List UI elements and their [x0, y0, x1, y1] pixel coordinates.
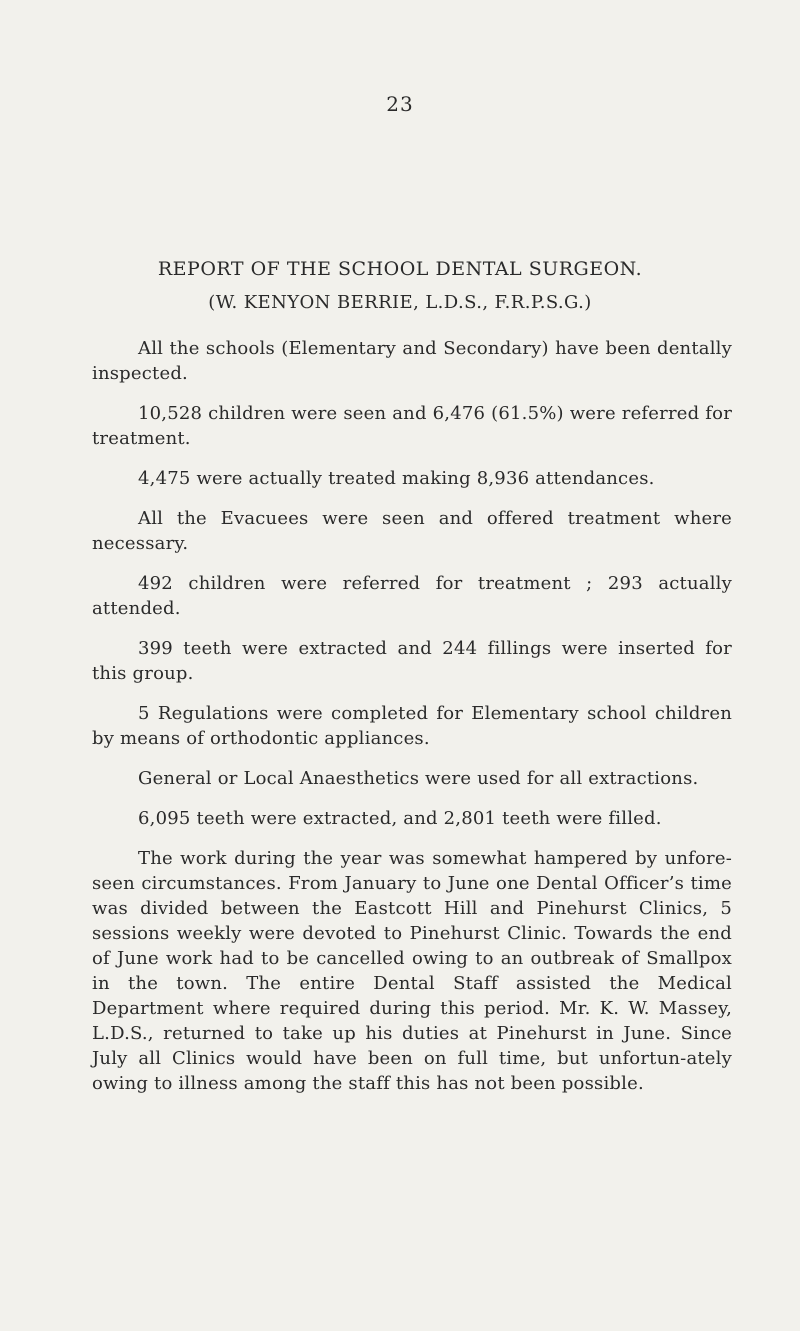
paragraph-evacuees-extractions: 399 teeth were extracted and 244 fillings were inserted for this group.	[92, 638, 732, 684]
author-line: (W. KENYON BERRIE, L.D.S., F.R.P.S.G.)	[208, 292, 592, 313]
report-body	[92, 336, 732, 1096]
paragraph-anaesthetics: General or Local Anaesthetics were used for all extractions.	[138, 768, 699, 789]
paragraph-totals: 6,095 teeth were extracted, and 2,801 teeth were filled.	[138, 808, 662, 829]
paragraph-inspection: All the schools (Elementary and Secondary) have been dentally inspected.	[92, 338, 732, 384]
paragraph-evacuees: All the Evacuees were seen and offered treatment where necessary.	[92, 508, 732, 554]
paragraph-referred: 10,528 children were seen and 6,476 (61.5%) were referred for treatment.	[92, 403, 732, 449]
paragraph-evacuees-referred: 492 children were referred for treatment ; 293 actually attended.	[92, 573, 732, 619]
paragraph-work-notes: The work during the year was somewhat hampered by unfore-seen circumstances. From January to June one Dental Officer’s time was divided between the Eastcott Hill and Pinehurst Clinics, 5 sessions weekly were devoted to Pinehurst Clinic. Towards the end of June work had to be cancelled owing to an outbreak of Smallpox in the town. The entire Dental Staff assisted the Medical Department where required during this period. Mr. K. W. Massey, L.D.S., returned to take up his duties at Pinehurst in June. Since July all Clinics would have been on full time, but unfortun-ately owing to illness among the staff this has not been possible.	[92, 848, 732, 1094]
paragraph-treated: 4,475 were actually treated making 8,936 attendances.	[138, 468, 655, 489]
page-number: 23	[386, 92, 414, 116]
paragraph-orthodontic: 5 Regulations were completed for Elementary school children by means of orthodontic appliances.	[92, 703, 732, 749]
report-title: REPORT OF THE SCHOOL DENTAL SURGEON.	[157, 258, 643, 280]
